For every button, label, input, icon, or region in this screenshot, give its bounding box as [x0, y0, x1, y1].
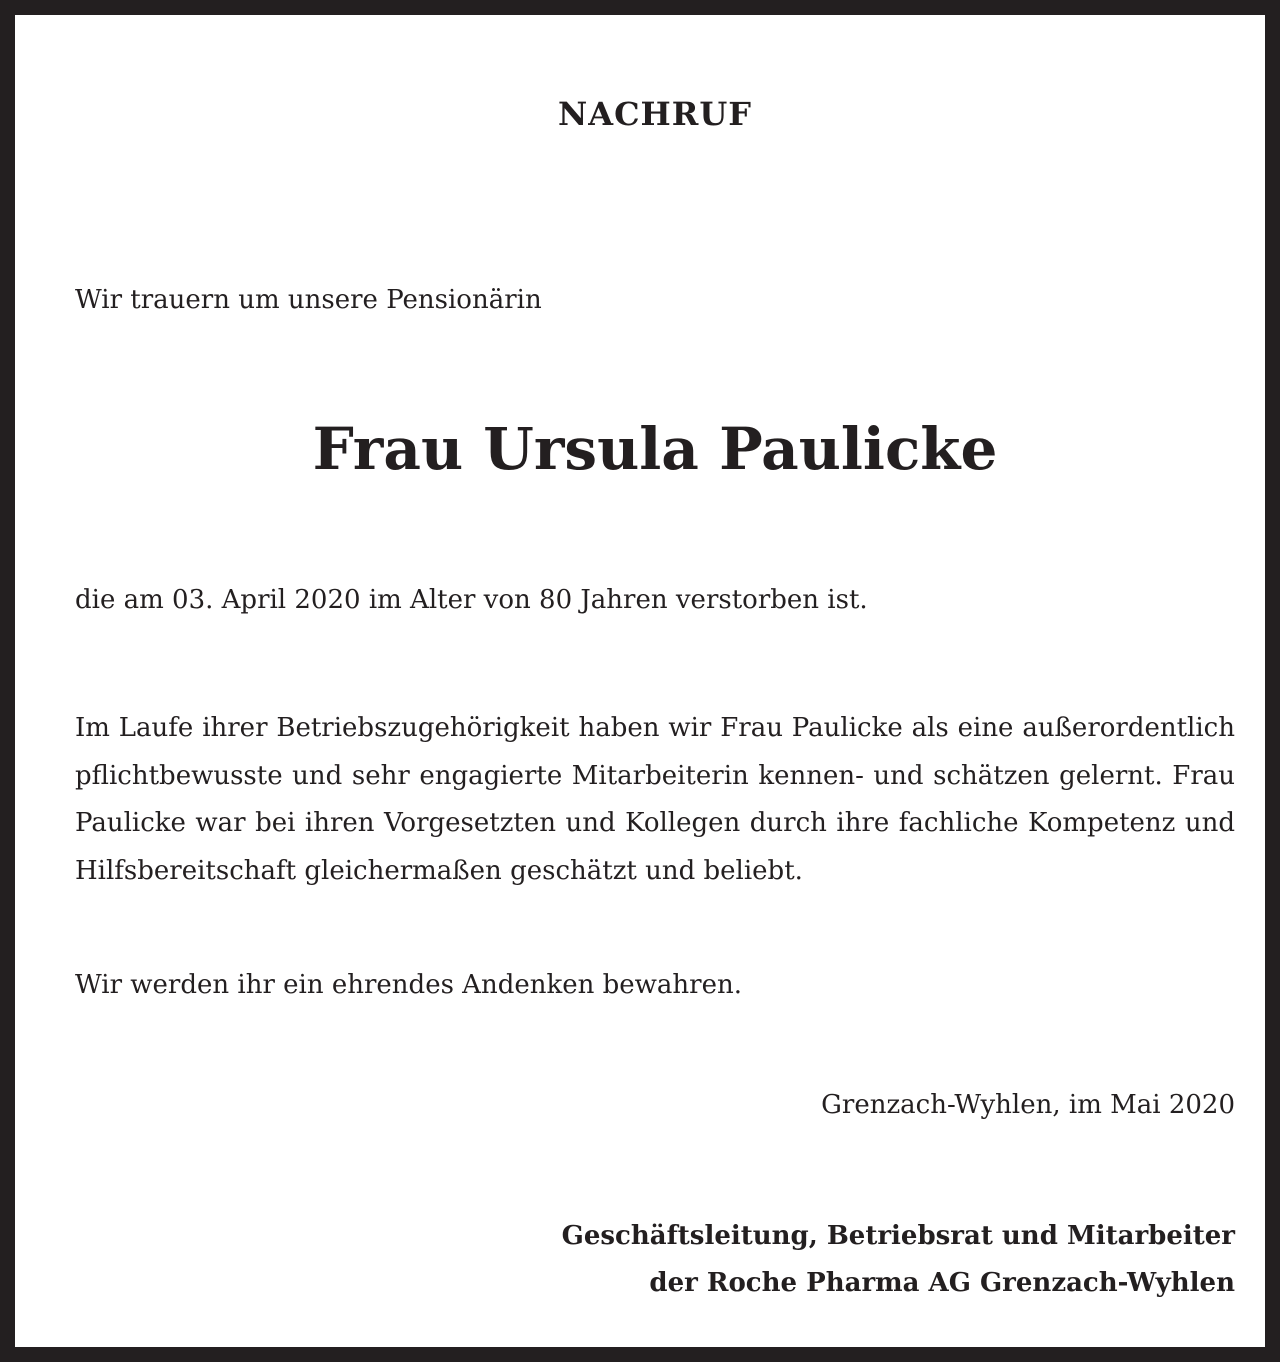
notice-heading: NACHRUF — [558, 95, 752, 133]
deceased-name: Frau Ursula Paulicke — [312, 415, 998, 483]
death-line: die am 03. April 2020 im Alter von 80 Jahren verstorben ist. — [75, 585, 868, 615]
signature-block — [75, 1213, 1235, 1307]
tribute-paragraph: Im Laufe ihrer Betriebszugehörigkeit haben wir Frau Paulicke als eine außerordentlich pflichtbewusste und sehr engagierte Mitarbeiterin kennen- und schätzen gelernt. Frau Paulicke war bei ihren Vorgesetzten und Kollegen durch ihre fachliche Kompetenz und Hilfsbereitschaft gleichermaßen geschätzt und beliebt. — [75, 713, 1235, 886]
place-date: Grenzach-Wyhlen, im Mai 2020 — [821, 1090, 1235, 1120]
closing-line: Wir werden ihr ein ehrendes Andenken bewahren. — [75, 970, 742, 1000]
signature-line-2: der Roche Pharma AG Grenzach-Wyhlen — [649, 1268, 1235, 1298]
signature-line-1: Geschäftsleitung, Betriebsrat und Mitarbeiter — [561, 1221, 1235, 1251]
intro-line: Wir trauern um unsere Pensionärin — [75, 285, 542, 315]
